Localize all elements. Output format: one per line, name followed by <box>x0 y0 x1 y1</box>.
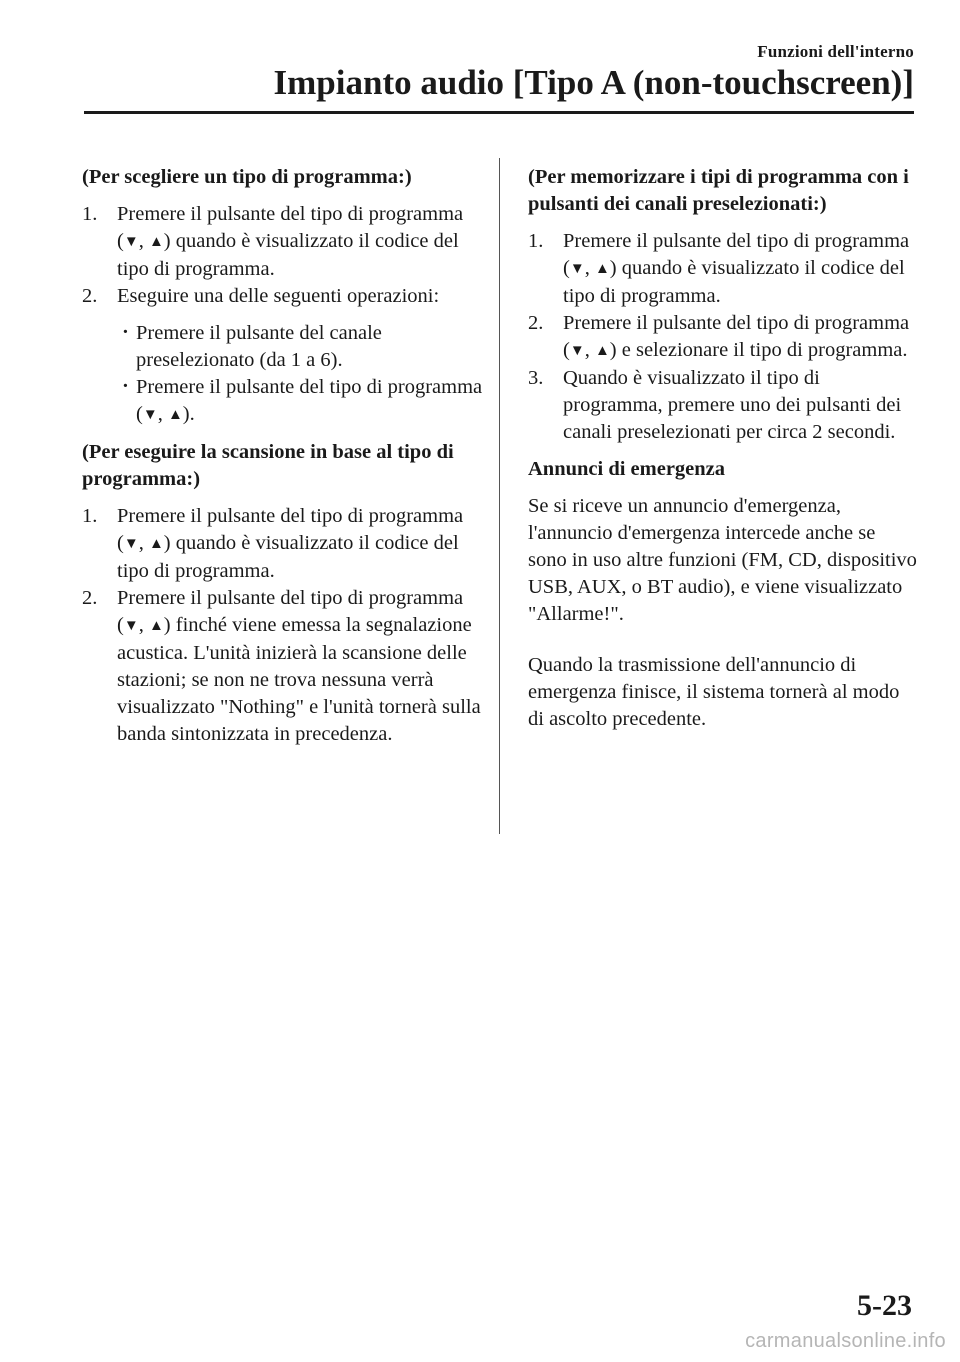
heading-memorize-program-type: (Per memorizzare i tipi di programma con i pulsanti dei canali preselezionati:) <box>528 166 909 215</box>
watermark: carmanualsonline.info <box>745 1330 946 1352</box>
page-title: Impianto audio [Tipo A (non-touchscreen)] <box>273 63 914 102</box>
separator: , <box>584 339 595 361</box>
heading-scan-program-type: (Per eseguire la scansione in base al tipo di programma:) <box>82 441 454 490</box>
bullet-item <box>117 320 486 374</box>
step-number: 1. <box>82 505 98 527</box>
bullet-item <box>117 374 486 429</box>
separator: , <box>138 614 149 636</box>
step-item <box>528 228 918 310</box>
separator: , <box>584 257 595 279</box>
step-text: ) quando è visualizzato il codice del tipo di programma. <box>563 257 905 307</box>
separator: , <box>138 230 149 252</box>
steps-select-program-type <box>82 201 486 310</box>
steps-memorize-program-type <box>528 228 918 446</box>
page-number: 5-23 <box>857 1289 912 1322</box>
down-triangle-icon: ▼ <box>123 234 139 250</box>
down-triangle-icon: ▼ <box>123 618 139 634</box>
step-number: 1. <box>82 203 98 225</box>
up-triangle-icon: ▲ <box>148 618 164 634</box>
right-column <box>528 164 918 743</box>
step-number: 2. <box>82 285 98 307</box>
step-text: Premere il pulsante del tipo di programma ( <box>563 312 910 361</box>
up-triangle-icon: ▲ <box>148 536 164 552</box>
step-text: Premere il pulsante del tipo di programma ( <box>117 587 464 636</box>
step-text: ) quando è visualizzato il codice del tipo di programma. <box>117 532 459 582</box>
step-text: ) quando è visualizzato il codice del tipo di programma. <box>117 230 459 280</box>
down-triangle-icon: ▼ <box>569 261 585 277</box>
step-item <box>82 585 486 748</box>
separator: , <box>157 403 168 425</box>
paragraph-emergency-end: Quando la trasmissione dell'annuncio di emergenza finisce, il sistema tornerà al modo di ascolto precedente. <box>528 654 900 730</box>
paragraph-emergency-info: Se si riceve un annuncio d'emergenza, l'annuncio d'emergenza intercede anche se sono in uso altre funzioni (FM, CD, dispositivo USB, AUX, o BT audio), e viene visualizzato "Allarme!". <box>528 495 917 625</box>
step-item <box>528 310 918 365</box>
down-triangle-icon: ▼ <box>142 407 158 423</box>
separator: , <box>138 532 149 554</box>
column-divider <box>499 158 500 834</box>
bullet-list <box>82 320 486 429</box>
down-triangle-icon: ▼ <box>569 343 585 359</box>
heading-emergency-announcements: Annunci di emergenza <box>528 458 726 480</box>
up-triangle-icon: ▲ <box>594 343 610 359</box>
section-header: Funzioni dell'interno <box>757 42 914 61</box>
left-column <box>82 164 486 758</box>
step-item <box>528 365 918 446</box>
steps-scan-program-type <box>82 503 486 748</box>
up-triangle-icon: ▲ <box>167 407 183 423</box>
heading-select-program-type: (Per scegliere un tipo di programma:) <box>82 166 412 188</box>
header-rule <box>84 111 914 114</box>
step-text: Quando è visualizzato il tipo di programma, premere uno dei pulsanti dei canali preselezionati per circa 2 secondi. <box>563 367 902 443</box>
bullet-text: Premere il pulsante del canale preselezionato (da 1 a 6). <box>136 322 382 371</box>
step-text: ) e selezionare il tipo di programma. <box>609 339 908 361</box>
step-number: 2. <box>528 312 544 334</box>
step-item <box>82 503 486 585</box>
step-text: Premere il pulsante del tipo di programma ( <box>117 505 464 554</box>
bullet-text: ). <box>182 403 195 425</box>
step-text: Premere il pulsante del tipo di programma ( <box>117 203 464 252</box>
step-text: Eseguire una delle seguenti operazioni: <box>117 285 440 307</box>
step-text: Premere il pulsante del tipo di programma ( <box>563 230 910 279</box>
step-number: 1. <box>528 230 544 252</box>
bullet-text: Premere il pulsante del tipo di programma ( <box>136 376 483 425</box>
step-item <box>82 283 486 310</box>
up-triangle-icon: ▲ <box>148 234 164 250</box>
step-text: ) finché viene emessa la segnalazione acustica. L'unità inizierà la scansione delle stazioni; se non ne trova nessuna verrà visualizzato "Nothing" e l'unità tornerà sulla banda sintonizzata in precedenza. <box>117 614 481 745</box>
down-triangle-icon: ▼ <box>123 536 139 552</box>
step-number: 3. <box>528 367 544 389</box>
step-number: 2. <box>82 587 98 609</box>
up-triangle-icon: ▲ <box>594 261 610 277</box>
step-item <box>82 201 486 283</box>
